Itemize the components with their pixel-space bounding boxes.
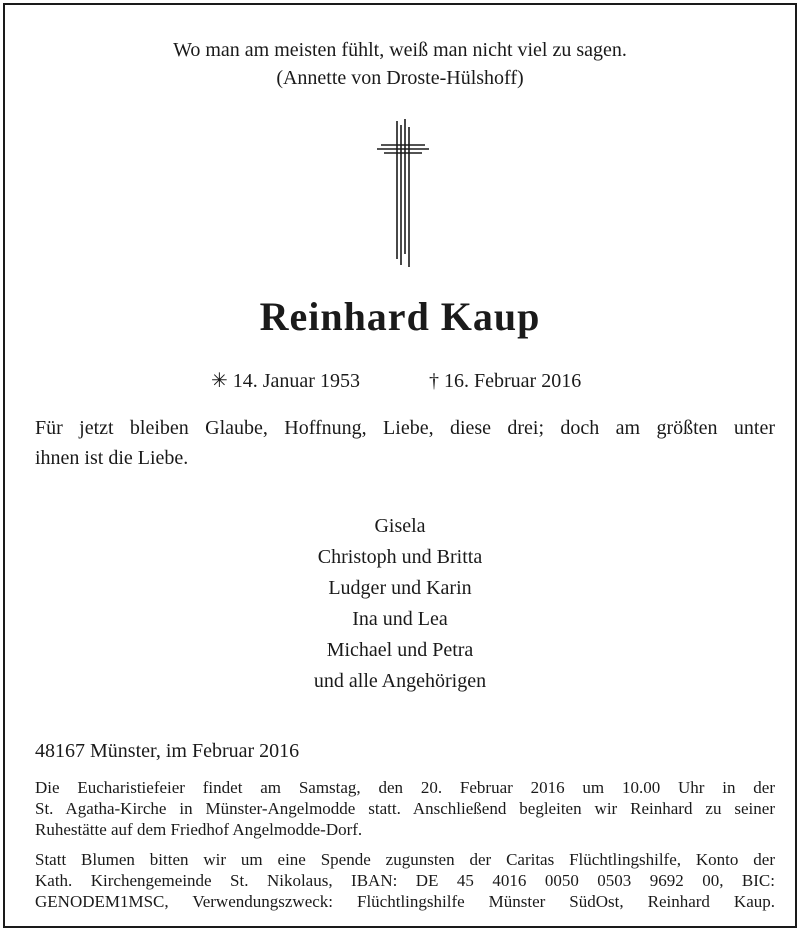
donation-line: Kath. Kirchengemeinde St. Nikolaus, IBAN: DE 45 4016 0050 0503 9692 00, BIC: <box>35 871 775 890</box>
place-date: 48167 Münster, im Februar 2016 <box>35 740 300 762</box>
verse-line: ihnen ist die Liebe. <box>35 447 189 469</box>
mourner-name: Ina und Lea <box>352 608 448 630</box>
mourner-name: Gisela <box>374 515 426 537</box>
donation-line: Statt Blumen bitten wir um eine Spende zugunsten der Caritas Flüchtlingshilfe, Konto der <box>35 850 775 869</box>
service-line: Ruhestätte auf dem Friedhof Angelmodde-Dorf. <box>35 820 363 839</box>
mourner-name: Ludger und Karin <box>328 577 472 599</box>
donation-line: GENODEM1MSC, Verwendungszweck: Flüchtlingshilfe Münster SüdOst, Reinhard Kaup. <box>35 892 775 911</box>
mourner-name: Michael und Petra <box>326 639 474 661</box>
donation-info <box>35 849 775 912</box>
obituary-notice <box>3 3 797 928</box>
quote-author: (Annette von Droste-Hülshoff) <box>276 67 524 89</box>
mourners-list <box>5 511 795 697</box>
mourner-name: und alle Angehörigen <box>313 670 487 692</box>
quote-text: Wo man am meisten fühlt, weiß man nicht viel zu sagen. <box>173 39 627 61</box>
service-line: Die Eucharistiefeier findet am Samstag, den 20. Februar 2016 um 10.00 Uhr in der <box>35 778 775 797</box>
mourner-name: Christoph und Britta <box>317 546 483 568</box>
birth-date: ✳ 14. Januar 1953 <box>211 370 360 392</box>
verse-line: Für jetzt bleiben Glaube, Hoffnung, Liebe, diese drei; doch am größten unter <box>35 417 775 439</box>
cross-icon <box>375 119 431 269</box>
service-info <box>35 777 775 840</box>
death-date: † 16. Februar 2016 <box>429 370 582 392</box>
deceased-name: Reinhard Kaup <box>259 294 541 339</box>
service-line: St. Agatha-Kirche in Münster-Angelmodde statt. Anschließend begleiten wir Reinhard zu seiner <box>35 799 775 818</box>
